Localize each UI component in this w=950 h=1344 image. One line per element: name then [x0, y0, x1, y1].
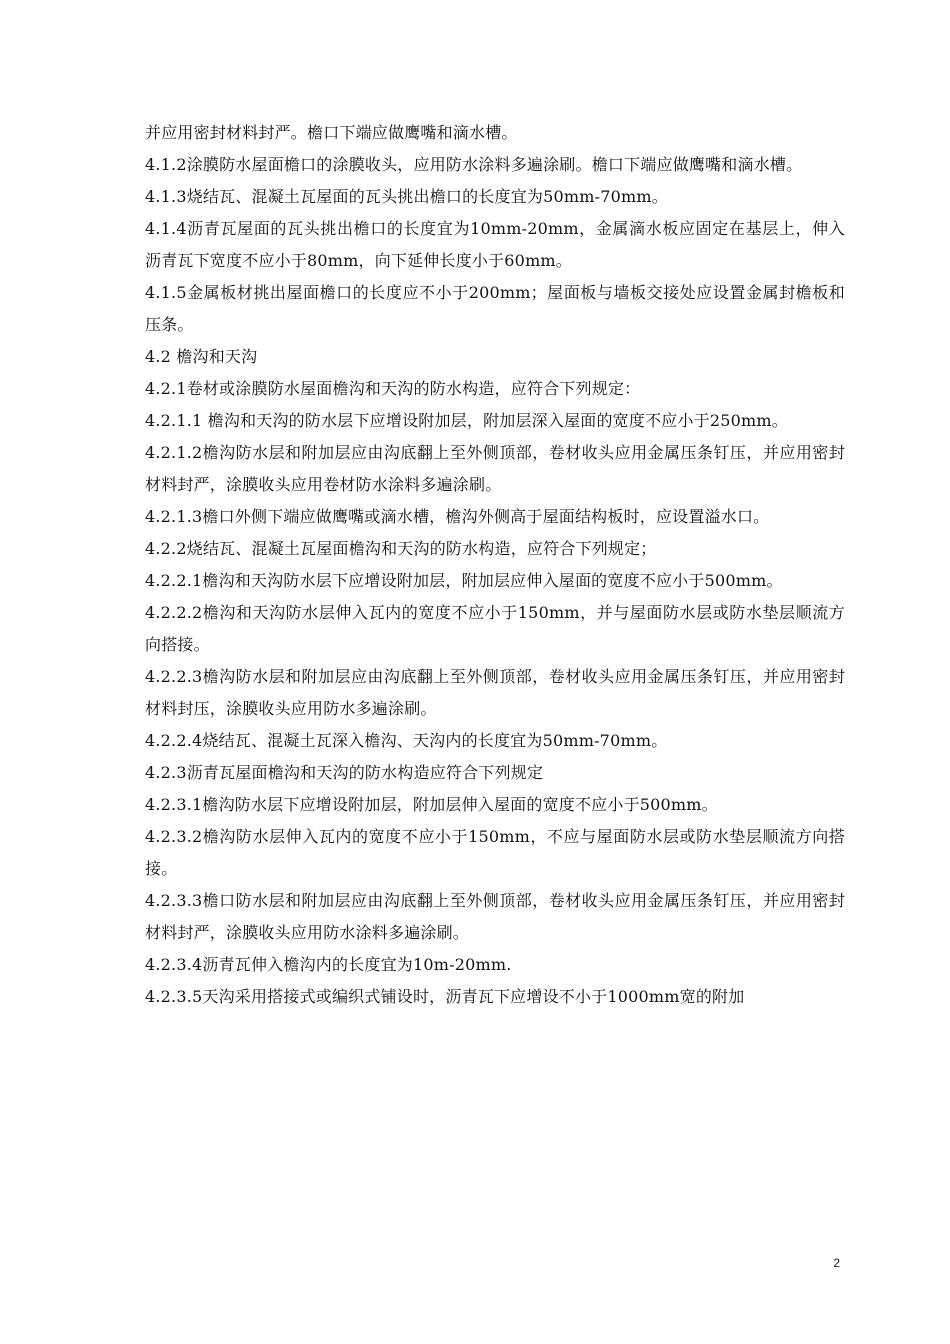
paragraph: 4.2.2.4烧结瓦、混凝土瓦深入檐沟、天沟内的长度宜为50mm-70mm。 — [145, 731, 668, 750]
paragraph: 4.2.3.5天沟采用搭接式或编织式铺设时，沥青瓦下应增设不小于1000mm宽的附加 — [145, 987, 745, 1006]
paragraph: 4.2.3沥青瓦屋面檐沟和天沟的防水构造应符合下列规定 — [145, 763, 544, 782]
paragraph: 并应用密封材料封严。檐口下端应做鹰嘴和滴水槽。 — [145, 123, 518, 142]
paragraph: 4.2.3.2檐沟防水层伸入瓦内的宽度不应小于150mm，不应与屋面防水层或防水垫层顺流方向搭接。 — [145, 827, 845, 878]
paragraph: 4.1.5金属板材挑出屋面檐口的长度应不小于200mm；屋面板与墙板交接处应设置金属封檐板和压条。 — [145, 283, 845, 334]
section-heading: 4.2 檐沟和天沟 — [145, 347, 258, 366]
paragraph: 4.2.1.3檐口外侧下端应做鹰嘴或滴水槽，檐沟外侧高于屋面结构板时，应设置溢水口。 — [145, 507, 770, 526]
paragraph: 4.2.2.1檐沟和天沟防水层下应增设附加层，附加层应伸入屋面的宽度不应小于500mm。 — [145, 571, 783, 590]
paragraph: 4.1.3烧结瓦、混凝土瓦屋面的瓦头挑出檐口的长度宜为50mm-70mm。 — [145, 187, 668, 206]
page-number: 2 — [833, 1256, 840, 1270]
paragraph: 4.2.3.3檐口防水层和附加层应由沟底翻上至外侧顶部，卷材收头应用金属压条钉压，并应用密封材料封严，涂膜收头应用防水涂料多遍涂刷。 — [145, 891, 845, 942]
paragraph: 4.2.3.1檐沟防水层下应增设附加层，附加层伸入屋面的宽度不应小于500mm。 — [145, 795, 718, 814]
paragraph: 4.1.2涂膜防水屋面檐口的涂膜收头，应用防水涂料多遍涂刷。檐口下端应做鹰嘴和滴水槽。 — [145, 155, 803, 174]
paragraph: 4.2.1.1 檐沟和天沟的防水层下应增设附加层，附加层深入屋面的宽度不应小于250mm。 — [145, 411, 788, 430]
paragraph: 4.2.1.2檐沟防水层和附加层应由沟底翻上至外侧顶部，卷材收头应用金属压条钉压，并应用密封材料封严，涂膜收头应用卷材防水涂料多遍涂刷。 — [145, 443, 845, 494]
paragraph: 4.2.2.3檐沟防水层和附加层应由沟底翻上至外侧顶部，卷材收头应用金属压条钉压，并应用密封材料封压，涂膜收头应用防水多遍涂刷。 — [145, 667, 845, 718]
paragraph: 4.1.4沥青瓦屋面的瓦头挑出檐口的长度宜为10mm-20mm，金属滴水板应固定在基层上，伸入沥青瓦下宽度不应小于80mm，向下延伸长度小于60mm。 — [145, 219, 845, 270]
paragraph: 4.2.1卷材或涂膜防水屋面檐沟和天沟的防水构造，应符合下列规定： — [145, 379, 641, 398]
document-body — [145, 117, 845, 1013]
paragraph: 4.2.3.4沥青瓦伸入檐沟内的长度宜为10m-20mm. — [145, 955, 512, 974]
paragraph: 4.2.2烧结瓦、混凝土瓦屋面檐沟和天沟的防水构造，应符合下列规定； — [145, 539, 657, 558]
paragraph: 4.2.2.2檐沟和天沟防水层伸入瓦内的宽度不应小于150mm，并与屋面防水层或防水垫层顺流方向搭接。 — [145, 603, 845, 654]
